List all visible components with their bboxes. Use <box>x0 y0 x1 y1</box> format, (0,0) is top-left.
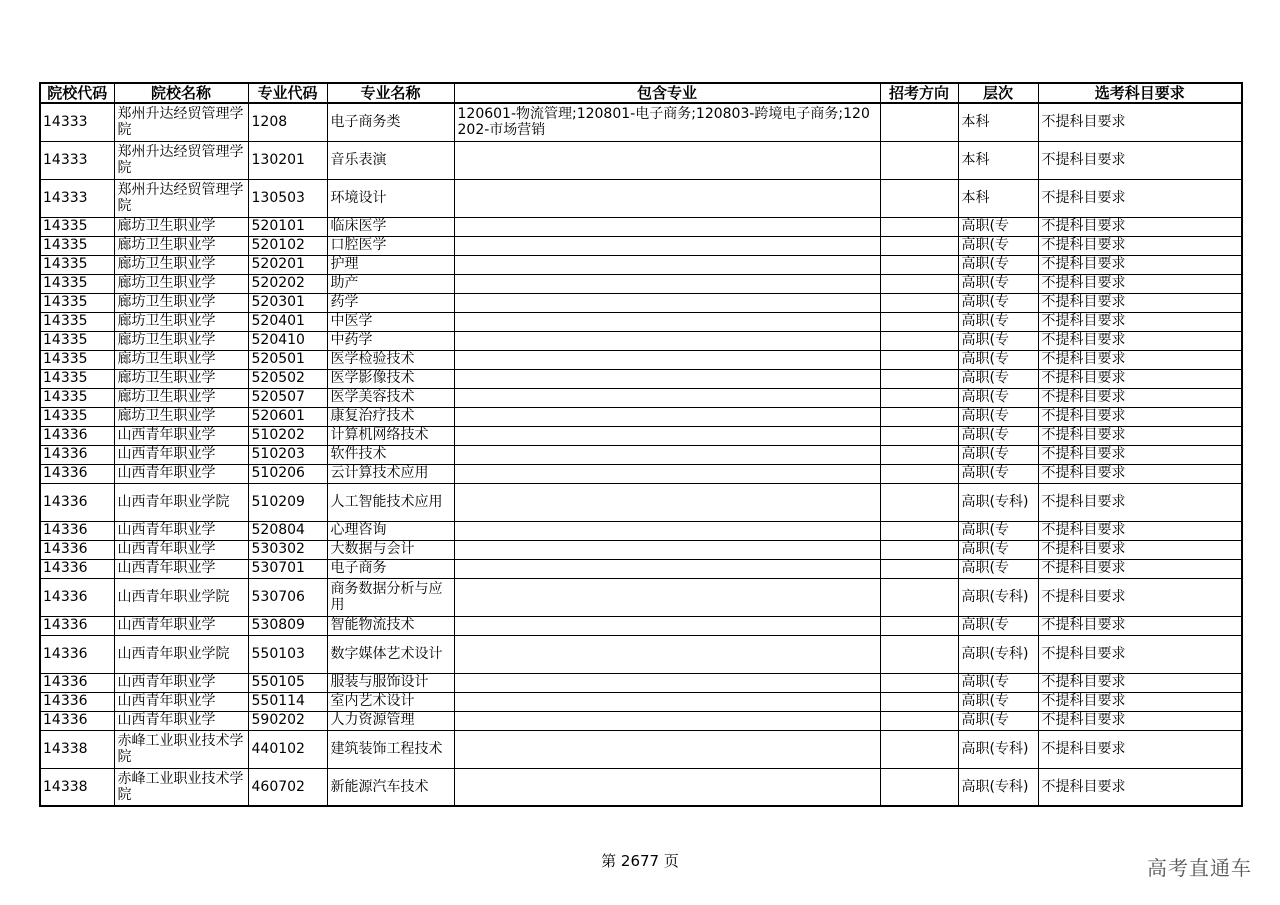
cell-major-name: 软件技术 <box>327 445 454 464</box>
cell-subject-requirement: 不提科目要求 <box>1038 388 1242 407</box>
cell-major-code: 550105 <box>248 673 327 692</box>
cell-major-name: 计算机网络技术 <box>327 426 454 445</box>
cell-level: 高职(专 <box>958 407 1038 426</box>
cell-direction <box>880 768 958 806</box>
cell-major-code: 130201 <box>248 141 327 179</box>
header-major-name: 专业名称 <box>327 83 454 103</box>
cell-major-name: 医学影像技术 <box>327 369 454 388</box>
cell-subject-requirement: 不提科目要求 <box>1038 331 1242 350</box>
cell-direction <box>880 350 958 369</box>
cell-school-name: 山西青年职业学 <box>114 426 248 445</box>
cell-included-majors <box>454 236 880 255</box>
cell-major-code: 130503 <box>248 179 327 217</box>
table-row <box>40 369 1242 388</box>
cell-school-code: 14336 <box>40 711 114 730</box>
cell-direction <box>880 293 958 312</box>
cell-direction <box>880 179 958 217</box>
cell-school-name: 廊坊卫生职业学 <box>114 369 248 388</box>
cell-included-majors <box>454 578 880 616</box>
cell-included-majors <box>454 274 880 293</box>
cell-school-name: 廊坊卫生职业学 <box>114 312 248 331</box>
cell-subject-requirement: 不提科目要求 <box>1038 407 1242 426</box>
header-major-code: 专业代码 <box>248 83 327 103</box>
cell-major-name: 中医学 <box>327 312 454 331</box>
cell-school-name: 廊坊卫生职业学 <box>114 274 248 293</box>
cell-major-code: 520101 <box>248 217 327 236</box>
cell-subject-requirement: 不提科目要求 <box>1038 141 1242 179</box>
table-row <box>40 483 1242 521</box>
cell-major-name: 电子商务类 <box>327 103 454 141</box>
cell-school-name: 山西青年职业学 <box>114 559 248 578</box>
cell-included-majors <box>454 426 880 445</box>
cell-major-name: 新能源汽车技术 <box>327 768 454 806</box>
table-row <box>40 312 1242 331</box>
cell-subject-requirement: 不提科目要求 <box>1038 445 1242 464</box>
cell-major-name: 电子商务 <box>327 559 454 578</box>
cell-school-name: 郑州升达经贸管理学院 <box>114 141 248 179</box>
table-row <box>40 616 1242 635</box>
cell-school-code: 14335 <box>40 331 114 350</box>
cell-major-name: 人力资源管理 <box>327 711 454 730</box>
cell-subject-requirement: 不提科目要求 <box>1038 179 1242 217</box>
cell-direction <box>880 483 958 521</box>
cell-major-code: 520102 <box>248 236 327 255</box>
cell-major-code: 520601 <box>248 407 327 426</box>
cell-major-code: 510209 <box>248 483 327 521</box>
cell-major-code: 590202 <box>248 711 327 730</box>
cell-major-code: 520202 <box>248 274 327 293</box>
cell-school-code: 14336 <box>40 464 114 483</box>
cell-subject-requirement: 不提科目要求 <box>1038 312 1242 331</box>
cell-subject-requirement: 不提科目要求 <box>1038 483 1242 521</box>
table-header-row <box>40 83 1242 103</box>
cell-major-name: 医学检验技术 <box>327 350 454 369</box>
table-row <box>40 103 1242 141</box>
cell-subject-requirement: 不提科目要求 <box>1038 540 1242 559</box>
cell-major-code: 520502 <box>248 369 327 388</box>
cell-level: 高职(专 <box>958 692 1038 711</box>
cell-school-code: 14338 <box>40 730 114 768</box>
table-row <box>40 521 1242 540</box>
cell-major-name: 人工智能技术应用 <box>327 483 454 521</box>
cell-school-code: 14336 <box>40 540 114 559</box>
table-row <box>40 293 1242 312</box>
cell-school-code: 14336 <box>40 521 114 540</box>
cell-school-code: 14335 <box>40 217 114 236</box>
cell-school-name: 郑州升达经贸管理学院 <box>114 179 248 217</box>
cell-included-majors <box>454 464 880 483</box>
cell-level: 高职(专 <box>958 369 1038 388</box>
table-row <box>40 179 1242 217</box>
cell-major-code: 510206 <box>248 464 327 483</box>
cell-major-name: 音乐表演 <box>327 141 454 179</box>
cell-school-name: 山西青年职业学 <box>114 711 248 730</box>
cell-school-name: 廊坊卫生职业学 <box>114 293 248 312</box>
cell-major-name: 室内艺术设计 <box>327 692 454 711</box>
cell-major-name: 口腔医学 <box>327 236 454 255</box>
cell-direction <box>880 521 958 540</box>
cell-school-code: 14336 <box>40 426 114 445</box>
cell-included-majors <box>454 768 880 806</box>
cell-school-name: 山西青年职业学 <box>114 673 248 692</box>
cell-level: 高职(专科) <box>958 483 1038 521</box>
cell-subject-requirement: 不提科目要求 <box>1038 730 1242 768</box>
cell-direction <box>880 616 958 635</box>
cell-school-code: 14336 <box>40 616 114 635</box>
cell-school-code: 14336 <box>40 673 114 692</box>
cell-level: 高职(专 <box>958 274 1038 293</box>
cell-school-name: 山西青年职业学 <box>114 464 248 483</box>
cell-major-name: 心理咨询 <box>327 521 454 540</box>
cell-major-name: 大数据与会计 <box>327 540 454 559</box>
cell-subject-requirement: 不提科目要求 <box>1038 464 1242 483</box>
cell-direction <box>880 426 958 445</box>
cell-major-code: 440102 <box>248 730 327 768</box>
cell-school-code: 14335 <box>40 350 114 369</box>
cell-subject-requirement: 不提科目要求 <box>1038 692 1242 711</box>
cell-level: 高职(专 <box>958 293 1038 312</box>
cell-subject-requirement: 不提科目要求 <box>1038 236 1242 255</box>
cell-included-majors <box>454 331 880 350</box>
cell-level: 本科 <box>958 179 1038 217</box>
table-row <box>40 274 1242 293</box>
header-school-code: 院校代码 <box>40 83 114 103</box>
cell-direction <box>880 312 958 331</box>
cell-level: 高职(专 <box>958 673 1038 692</box>
cell-major-name: 服装与服饰设计 <box>327 673 454 692</box>
cell-school-name: 赤峰工业职业技术学院 <box>114 768 248 806</box>
cell-direction <box>880 464 958 483</box>
cell-included-majors <box>454 483 880 521</box>
cell-included-majors <box>454 369 880 388</box>
table-row <box>40 711 1242 730</box>
cell-subject-requirement: 不提科目要求 <box>1038 635 1242 673</box>
cell-direction <box>880 388 958 407</box>
cell-included-majors <box>454 407 880 426</box>
cell-included-majors <box>454 559 880 578</box>
cell-school-name: 山西青年职业学 <box>114 616 248 635</box>
cell-subject-requirement: 不提科目要求 <box>1038 711 1242 730</box>
cell-major-name: 中药学 <box>327 331 454 350</box>
cell-subject-requirement: 不提科目要求 <box>1038 559 1242 578</box>
cell-school-code: 14335 <box>40 236 114 255</box>
cell-direction <box>880 407 958 426</box>
cell-school-code: 14335 <box>40 369 114 388</box>
cell-level: 高职(专 <box>958 312 1038 331</box>
header-school-name: 院校名称 <box>114 83 248 103</box>
watermark: 高考直通车 <box>1147 856 1252 880</box>
cell-school-code: 14336 <box>40 559 114 578</box>
cell-school-name: 廊坊卫生职业学 <box>114 407 248 426</box>
header-included-majors: 包含专业 <box>454 83 880 103</box>
cell-included-majors <box>454 179 880 217</box>
cell-school-name: 山西青年职业学院 <box>114 635 248 673</box>
cell-subject-requirement: 不提科目要求 <box>1038 578 1242 616</box>
header-direction: 招考方向 <box>880 83 958 103</box>
cell-level: 高职(专 <box>958 331 1038 350</box>
cell-direction <box>880 540 958 559</box>
cell-major-code: 550114 <box>248 692 327 711</box>
cell-included-majors <box>454 445 880 464</box>
cell-major-name: 数字媒体艺术设计 <box>327 635 454 673</box>
cell-school-name: 山西青年职业学 <box>114 445 248 464</box>
table-row <box>40 426 1242 445</box>
cell-major-code: 520507 <box>248 388 327 407</box>
cell-school-code: 14336 <box>40 692 114 711</box>
cell-direction <box>880 274 958 293</box>
cell-level: 高职(专 <box>958 540 1038 559</box>
cell-direction <box>880 255 958 274</box>
cell-school-name: 山西青年职业学院 <box>114 578 248 616</box>
table-row <box>40 540 1242 559</box>
table-row <box>40 673 1242 692</box>
cell-direction <box>880 141 958 179</box>
cell-school-name: 赤峰工业职业技术学院 <box>114 730 248 768</box>
cell-subject-requirement: 不提科目要求 <box>1038 350 1242 369</box>
table-body <box>40 103 1242 806</box>
cell-school-name: 廊坊卫生职业学 <box>114 331 248 350</box>
cell-included-majors <box>454 673 880 692</box>
table-row <box>40 141 1242 179</box>
cell-included-majors <box>454 350 880 369</box>
cell-level: 高职(专 <box>958 426 1038 445</box>
cell-major-name: 建筑装饰工程技术 <box>327 730 454 768</box>
table-row <box>40 217 1242 236</box>
cell-direction <box>880 578 958 616</box>
cell-included-majors <box>454 293 880 312</box>
cell-school-code: 14335 <box>40 255 114 274</box>
cell-school-name: 廊坊卫生职业学 <box>114 236 248 255</box>
cell-school-name: 廊坊卫生职业学 <box>114 255 248 274</box>
cell-school-name: 廊坊卫生职业学 <box>114 217 248 236</box>
cell-school-name: 山西青年职业学 <box>114 540 248 559</box>
cell-major-code: 520301 <box>248 293 327 312</box>
cell-school-code: 14333 <box>40 103 114 141</box>
cell-direction <box>880 103 958 141</box>
cell-major-code: 510203 <box>248 445 327 464</box>
cell-school-name: 廊坊卫生职业学 <box>114 350 248 369</box>
table-row <box>40 236 1242 255</box>
cell-included-majors <box>454 521 880 540</box>
cell-school-name: 山西青年职业学 <box>114 692 248 711</box>
cell-level: 高职(专 <box>958 388 1038 407</box>
cell-included-majors <box>454 730 880 768</box>
cell-major-code: 520401 <box>248 312 327 331</box>
cell-level: 高职(专 <box>958 464 1038 483</box>
cell-level: 高职(专 <box>958 445 1038 464</box>
cell-major-code: 530706 <box>248 578 327 616</box>
cell-direction <box>880 635 958 673</box>
cell-level: 高职(专科) <box>958 578 1038 616</box>
cell-school-code: 14336 <box>40 445 114 464</box>
cell-major-name: 药学 <box>327 293 454 312</box>
cell-subject-requirement: 不提科目要求 <box>1038 616 1242 635</box>
cell-level: 高职(专科) <box>958 768 1038 806</box>
cell-major-code: 520804 <box>248 521 327 540</box>
cell-direction <box>880 217 958 236</box>
cell-major-name: 临床医学 <box>327 217 454 236</box>
cell-included-majors <box>454 255 880 274</box>
cell-major-name: 康复治疗技术 <box>327 407 454 426</box>
cell-included-majors <box>454 217 880 236</box>
cell-included-majors <box>454 711 880 730</box>
cell-school-code: 14333 <box>40 179 114 217</box>
table-row <box>40 578 1242 616</box>
cell-subject-requirement: 不提科目要求 <box>1038 673 1242 692</box>
cell-included-majors <box>454 540 880 559</box>
cell-school-code: 14335 <box>40 407 114 426</box>
cell-major-code: 520410 <box>248 331 327 350</box>
cell-subject-requirement: 不提科目要求 <box>1038 103 1242 141</box>
cell-major-code: 530809 <box>248 616 327 635</box>
table-row <box>40 768 1242 806</box>
cell-major-code: 530302 <box>248 540 327 559</box>
cell-subject-requirement: 不提科目要求 <box>1038 217 1242 236</box>
cell-school-name: 山西青年职业学院 <box>114 483 248 521</box>
cell-school-code: 14338 <box>40 768 114 806</box>
header-subject-requirement: 选考科目要求 <box>1038 83 1242 103</box>
cell-school-name: 山西青年职业学 <box>114 521 248 540</box>
cell-included-majors <box>454 141 880 179</box>
cell-direction <box>880 730 958 768</box>
cell-included-majors <box>454 616 880 635</box>
cell-school-code: 14335 <box>40 312 114 331</box>
cell-major-name: 环境设计 <box>327 179 454 217</box>
table-row <box>40 445 1242 464</box>
cell-included-majors: 120601-物流管理;120801-电子商务;120803-跨境电子商务;120202-市场营销 <box>454 103 880 141</box>
cell-direction <box>880 711 958 730</box>
table-row <box>40 350 1242 369</box>
cell-level: 高职(专 <box>958 711 1038 730</box>
cell-school-code: 14335 <box>40 274 114 293</box>
cell-subject-requirement: 不提科目要求 <box>1038 255 1242 274</box>
cell-major-code: 520201 <box>248 255 327 274</box>
cell-level: 高职(专 <box>958 350 1038 369</box>
cell-direction <box>880 559 958 578</box>
cell-school-code: 14335 <box>40 293 114 312</box>
cell-level: 高职(专 <box>958 236 1038 255</box>
cell-included-majors <box>454 388 880 407</box>
table-row <box>40 255 1242 274</box>
admission-table <box>39 82 1243 807</box>
cell-direction <box>880 236 958 255</box>
cell-direction <box>880 445 958 464</box>
cell-major-code: 550103 <box>248 635 327 673</box>
cell-major-code: 520501 <box>248 350 327 369</box>
cell-major-name: 助产 <box>327 274 454 293</box>
cell-direction <box>880 331 958 350</box>
cell-school-name: 廊坊卫生职业学 <box>114 388 248 407</box>
cell-direction <box>880 692 958 711</box>
cell-included-majors <box>454 692 880 711</box>
cell-school-code: 14336 <box>40 483 114 521</box>
cell-level: 高职(专 <box>958 521 1038 540</box>
cell-major-name: 商务数据分析与应用 <box>327 578 454 616</box>
cell-major-code: 460702 <box>248 768 327 806</box>
cell-level: 高职(专 <box>958 559 1038 578</box>
cell-major-name: 智能物流技术 <box>327 616 454 635</box>
cell-school-code: 14335 <box>40 388 114 407</box>
cell-major-code: 510202 <box>248 426 327 445</box>
cell-major-code: 530701 <box>248 559 327 578</box>
cell-subject-requirement: 不提科目要求 <box>1038 768 1242 806</box>
cell-major-code: 1208 <box>248 103 327 141</box>
cell-level: 高职(专科) <box>958 730 1038 768</box>
header-level: 层次 <box>958 83 1038 103</box>
cell-level: 本科 <box>958 141 1038 179</box>
page-number: 第 2677 页 <box>601 852 679 870</box>
cell-school-code: 14336 <box>40 578 114 616</box>
cell-included-majors <box>454 312 880 331</box>
cell-major-name: 医学美容技术 <box>327 388 454 407</box>
cell-school-code: 14333 <box>40 141 114 179</box>
table-row <box>40 635 1242 673</box>
table-row <box>40 559 1242 578</box>
cell-subject-requirement: 不提科目要求 <box>1038 426 1242 445</box>
cell-school-code: 14336 <box>40 635 114 673</box>
cell-subject-requirement: 不提科目要求 <box>1038 521 1242 540</box>
table-row <box>40 464 1242 483</box>
cell-subject-requirement: 不提科目要求 <box>1038 274 1242 293</box>
cell-major-name: 护理 <box>327 255 454 274</box>
cell-level: 高职(专 <box>958 217 1038 236</box>
cell-major-name: 云计算技术应用 <box>327 464 454 483</box>
cell-direction <box>880 673 958 692</box>
table-row <box>40 388 1242 407</box>
cell-level: 高职(专 <box>958 616 1038 635</box>
table-row <box>40 730 1242 768</box>
cell-level: 高职(专科) <box>958 635 1038 673</box>
table-row <box>40 692 1242 711</box>
cell-level: 本科 <box>958 103 1038 141</box>
cell-subject-requirement: 不提科目要求 <box>1038 369 1242 388</box>
cell-level: 高职(专 <box>958 255 1038 274</box>
cell-direction <box>880 369 958 388</box>
cell-subject-requirement: 不提科目要求 <box>1038 293 1242 312</box>
cell-school-name: 郑州升达经贸管理学院 <box>114 103 248 141</box>
table-row <box>40 331 1242 350</box>
table-row <box>40 407 1242 426</box>
cell-included-majors <box>454 635 880 673</box>
